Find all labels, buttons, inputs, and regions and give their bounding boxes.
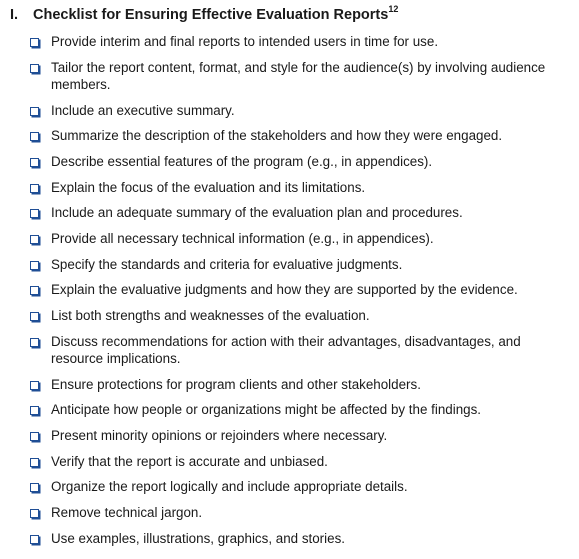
- checklist-item-text: Tailor the report content, format, and style for the audience(s) by involving audience members.: [51, 60, 546, 92]
- checklist-item-text: Explain the focus of the evaluation and its limitations.: [51, 180, 366, 195]
- checklist-item: [30, 427, 575, 444]
- checklist-item: [30, 102, 575, 119]
- checkbox-icon[interactable]: [30, 286, 39, 295]
- checklist-item-text: List both strengths and weaknesses of the evaluation.: [51, 308, 370, 323]
- checkbox-icon[interactable]: [30, 209, 39, 218]
- checklist-item-text: Include an adequate summary of the evaluation plan and procedures.: [51, 205, 463, 220]
- checklist-item: [30, 256, 575, 273]
- checklist-item: [30, 33, 575, 50]
- checklist-item: [30, 307, 575, 324]
- checklist-item: [30, 230, 575, 247]
- checkbox-icon[interactable]: [30, 312, 39, 321]
- checklist-item: [30, 204, 575, 221]
- checkbox-icon[interactable]: [30, 509, 39, 518]
- checklist-item: [30, 179, 575, 196]
- checkbox-icon[interactable]: [30, 107, 39, 116]
- checklist-item-text: Provide all necessary technical information (e.g., in appendices).: [51, 231, 434, 246]
- checklist-item-text: Organize the report logically and include appropriate details.: [51, 479, 408, 494]
- checklist-item-text: Provide interim and final reports to intended users in time for use.: [51, 34, 439, 49]
- checklist-item-text: Explain the evaluative judgments and how they are supported by the evidence.: [51, 282, 518, 297]
- checklist-item-text: Include an executive summary.: [51, 103, 235, 118]
- checkbox-icon[interactable]: [30, 432, 39, 441]
- checklist-item-text: Specify the standards and criteria for evaluative judgments.: [51, 257, 403, 272]
- checkbox-icon[interactable]: [30, 158, 39, 167]
- checklist-item-text: Ensure protections for program clients and other stakeholders.: [51, 377, 421, 392]
- section-title: Checklist for Ensuring Effective Evaluation Reports: [33, 7, 389, 23]
- checkbox-icon[interactable]: [30, 381, 39, 390]
- checklist-item-text: Anticipate how people or organizations might be affected by the findings.: [51, 402, 482, 417]
- checklist-item: [30, 453, 575, 470]
- checkbox-icon[interactable]: [30, 338, 39, 347]
- checkbox-icon[interactable]: [30, 132, 39, 141]
- section-numeral: I.: [10, 7, 19, 23]
- checklist-item-text: Present minority opinions or rejoinders where necessary.: [51, 428, 388, 443]
- checklist-item: [30, 504, 575, 521]
- checklist-item-text: Discuss recommendations for action with their advantages, disadvantages, and resource implications.: [51, 334, 521, 366]
- checklist-item: [30, 59, 575, 93]
- checklist-item-text: Describe essential features of the program (e.g., in appendices).: [51, 154, 433, 169]
- checklist-item: [30, 281, 575, 298]
- checklist-item: [30, 127, 575, 144]
- checklist-item: [30, 401, 575, 418]
- checklist-item-text: Summarize the description of the stakeholders and how they were engaged.: [51, 128, 503, 143]
- checklist-item: [30, 530, 575, 547]
- checkbox-icon[interactable]: [30, 261, 39, 270]
- checkbox-icon[interactable]: [30, 64, 39, 73]
- checklist-item: [30, 333, 575, 367]
- checklist-item-text: Remove technical jargon.: [51, 505, 203, 520]
- checkbox-icon[interactable]: [30, 235, 39, 244]
- checklist-item: [30, 376, 575, 393]
- checklist-item: [30, 153, 575, 170]
- checkbox-icon[interactable]: [30, 38, 39, 47]
- checkbox-icon[interactable]: [30, 535, 39, 544]
- checkbox-icon[interactable]: [30, 406, 39, 415]
- checklist-item: [30, 478, 575, 495]
- checkbox-icon[interactable]: [30, 184, 39, 193]
- footnote-marker: 12: [388, 4, 399, 15]
- checklist-item-text: Use examples, illustrations, graphics, and stories.: [51, 531, 345, 546]
- checkbox-icon[interactable]: [30, 483, 39, 492]
- checklist-item-text: Verify that the report is accurate and unbiased.: [51, 454, 328, 469]
- checkbox-icon[interactable]: [30, 458, 39, 467]
